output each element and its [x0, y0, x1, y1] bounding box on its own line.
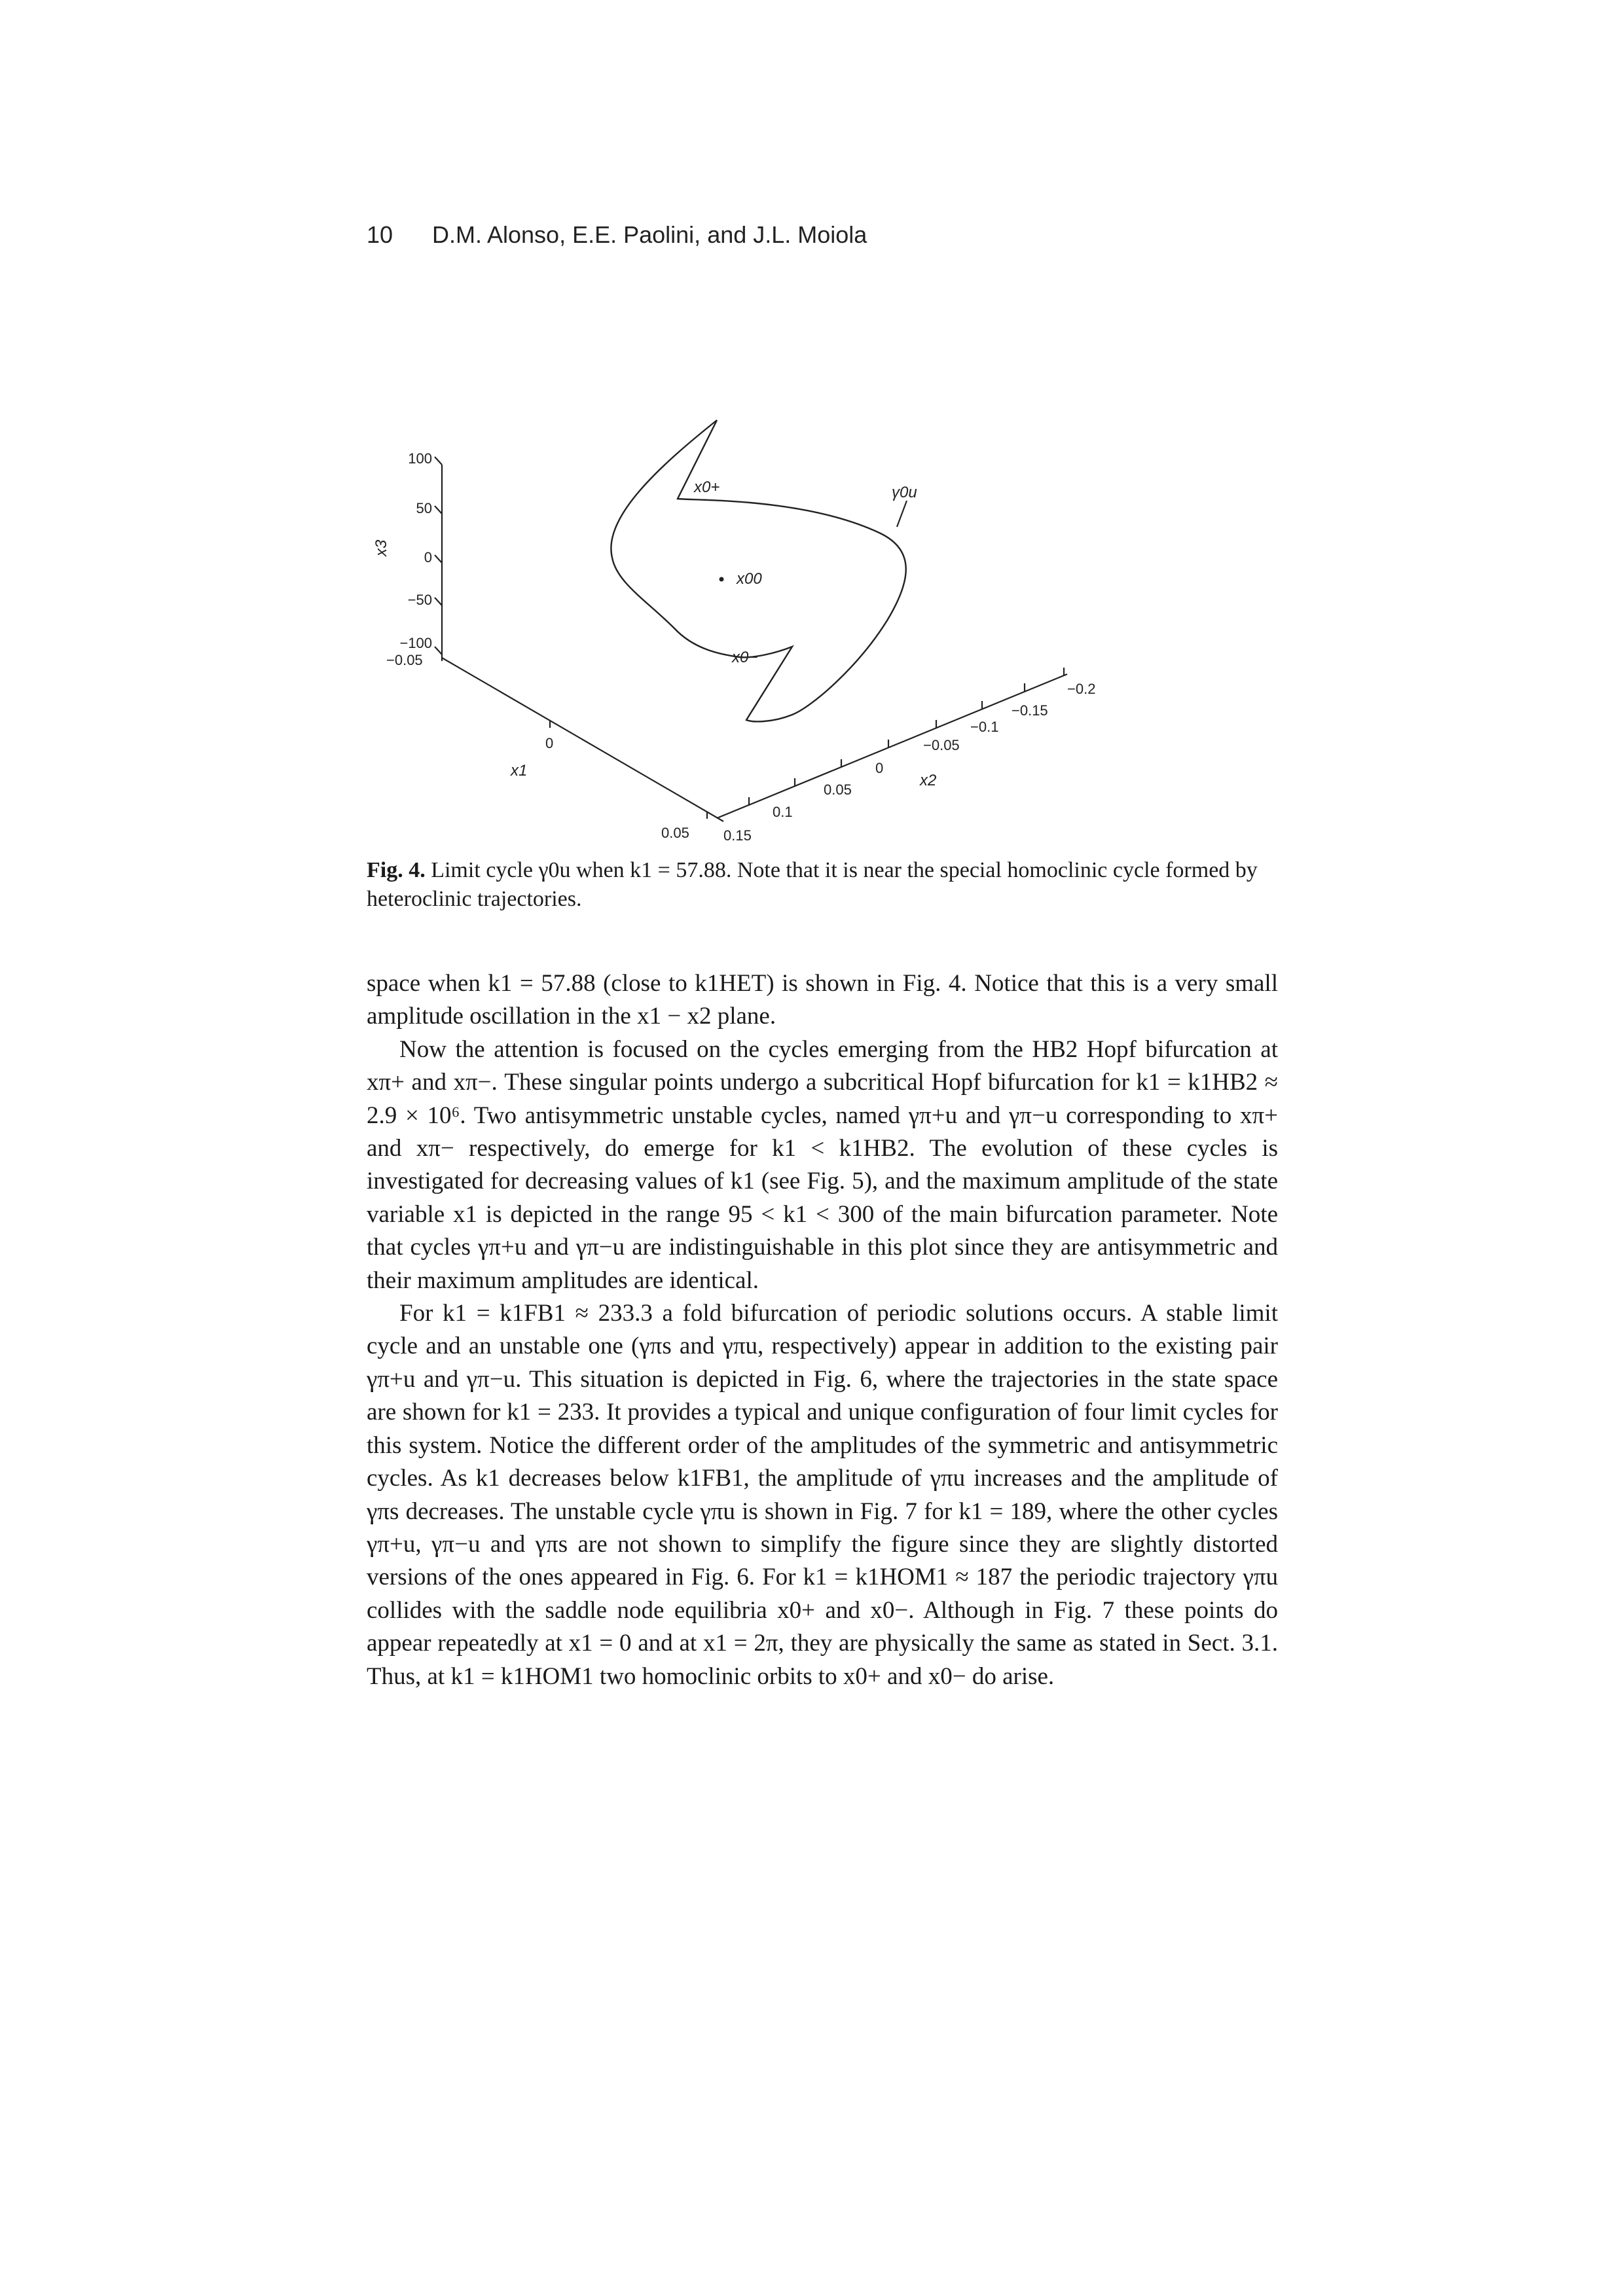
x2-tick-label: 0.15 — [723, 827, 752, 844]
x1-tick-label: −0.05 — [386, 652, 423, 668]
x00-label: x00 — [737, 570, 762, 588]
x2-tick-label: −0.2 — [1067, 681, 1096, 697]
x3-tick-label: 50 — [416, 500, 432, 516]
x0plus-label: x0+ — [694, 478, 720, 496]
paragraph: For k1 = k1FB1 ≈ 233.3 a fold bifurcation of periodic solutions occurs. A stable limit cycle and an unstable one (γπs and γπu, respectively) appear in addition to the existing pair γπ+u and γπ−u. This situation is depicted in Fig. 6, where the trajectories in the state space are shown for k1 = 233. It provides a typical and unique configuration of four limit cycles for this system. Notice the different order of the amplitudes of the symmetric and antisymmetric cycles. As k1 decreases below k1FB1, the amplitude of γπu increases and the amplitude of γπs decreases. The unstable cycle γπu is shown in Fig. 7 for k1 = 189, where the other cycles γπ+u, γπ−u and γπs are not shown to simplify the figure since they are slightly distorted versions of the ones appeared in Fig. 6. For k1 = k1HOM1 ≈ 187 the periodic trajectory γπu collides with the saddle node equilibria x0+ and x0−. Although in Fig. 7 these points do appear repeatedly at x1 = 0 and at x1 = 2π, they are physically the same as stated in Sect. 3.1. Thus, at k1 = k1HOM1 two homoclinic orbits to x0+ and x0− do arise. — [367, 1300, 1278, 1690]
caption-text: Limit cycle γ0u when k1 = 57.88. Note that it is near the special homoclinic cycle formed by heteroclinic trajectories. — [367, 858, 1258, 911]
running-head-authors: D.M. Alonso, E.E. Paolini, and J.L. Moiola — [432, 221, 867, 248]
x00-point — [720, 577, 724, 582]
x2-tick-label: 0.05 — [824, 781, 852, 798]
paragraph: Now the attention is focused on the cycles emerging from the HB2 Hopf bifurcation at xπ+ and xπ−. These singular points undergo a subcritical Hopf bifurcation for k1 = k1HB2 ≈ 2.9 × 10⁶. Two antisymmetric unstable cycles, named γπ+u and γπ−u corresponding to xπ+ and xπ− respectively, do emerge for k1 < k1HB2. The evolution of these cycles is investigated for decreasing values of k1 (see Fig. 5), and the maximum amplitude of the state variable x1 is depicted in the range 95 < k1 < 300 of the main bifurcation parameter. Note that cycles γπ+u and γπ−u are indistinguishable in this plot since they are antisymmetric and their maximum amplitudes are identical. — [367, 1035, 1278, 1294]
x3-tick-label: −100 — [399, 635, 432, 651]
figure-4-plot — [354, 380, 1336, 851]
x2-tick-label: 0 — [875, 760, 884, 776]
x3-tick-label: 0 — [424, 549, 432, 565]
x3-axis-label: x3 — [373, 539, 390, 556]
page-number: 10 — [367, 221, 393, 248]
caption-label: Fig. 4. — [367, 858, 426, 882]
paragraph: space when k1 = 57.88 (close to k1HET) is shown in Fig. 4. Notice that this is a very small amplitude oscillation in the x1 − x2 plane. — [367, 970, 1278, 1030]
x2-axis-line — [717, 674, 1067, 818]
body-text — [367, 967, 1278, 1693]
x1-tick-label: 0.05 — [661, 825, 689, 841]
gamma-label: γ0u — [892, 484, 917, 501]
gamma-pointer-line — [897, 501, 907, 527]
x1-axis-line — [442, 658, 723, 821]
x2-tick-label: −0.05 — [923, 737, 960, 753]
x1-axis-label: x1 — [511, 762, 528, 780]
figure-caption — [367, 856, 1278, 914]
x0minus-label: x0− — [732, 649, 758, 666]
x2-tick-label: −0.1 — [970, 719, 999, 735]
x3-tick-label: 100 — [408, 450, 432, 467]
figure-4 — [354, 380, 1336, 851]
x2-axis-label: x2 — [920, 772, 937, 789]
x2-tick-label: 0.1 — [773, 804, 793, 820]
page-header — [367, 221, 867, 249]
x3-tick-label: −50 — [407, 592, 432, 608]
x2-tick-label: −0.15 — [1012, 702, 1048, 719]
x1-tick-label: 0 — [545, 735, 554, 751]
